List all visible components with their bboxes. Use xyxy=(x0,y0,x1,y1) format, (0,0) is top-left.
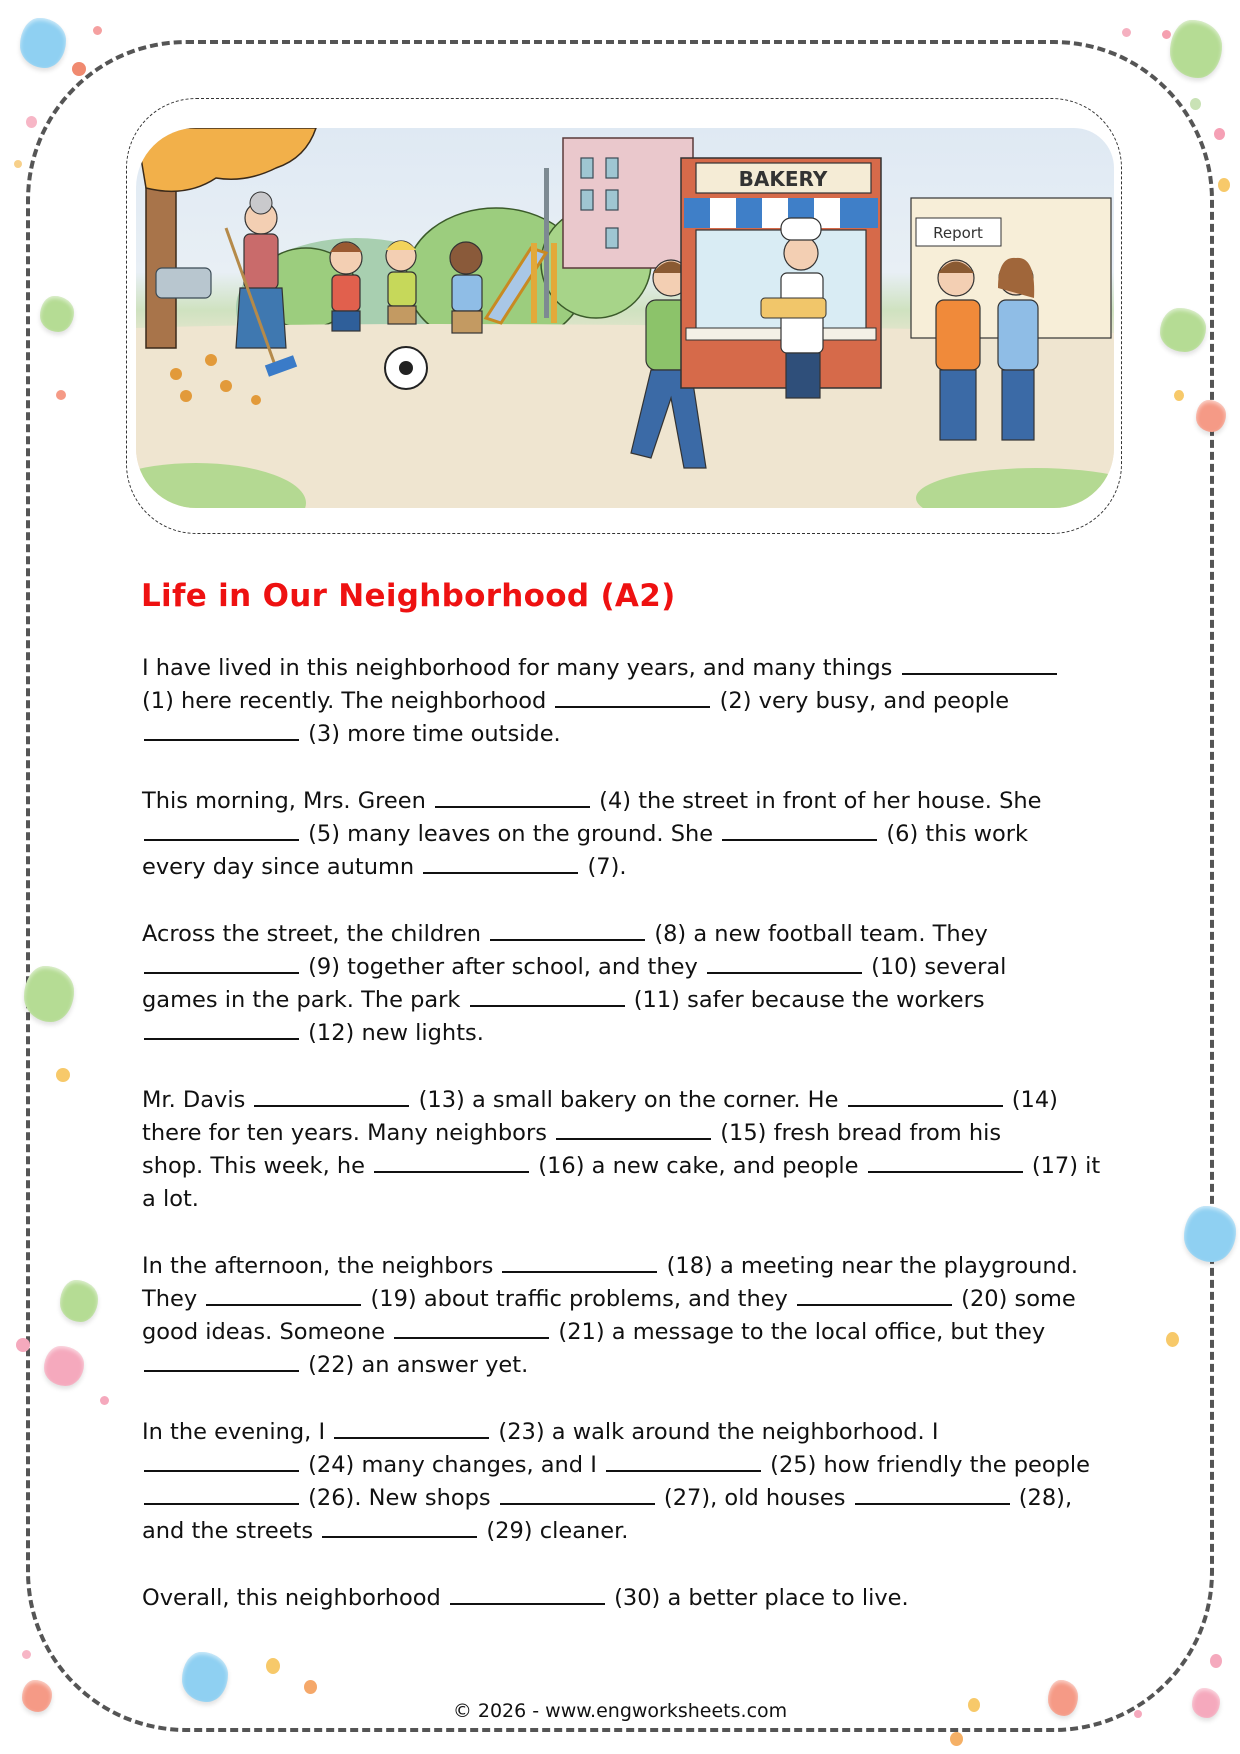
text-segment: This morning, Mrs. Green xyxy=(142,787,434,814)
text-segment: every day since autumn xyxy=(142,854,422,881)
decor-dot xyxy=(1174,390,1184,401)
answer-blank[interactable] xyxy=(334,1417,489,1439)
text-segment: They xyxy=(142,1285,205,1312)
decor-dot xyxy=(93,26,102,35)
bakery-sign: BAKERY xyxy=(738,167,828,191)
paragraph-line xyxy=(142,1449,1102,1482)
text-segment: I have lived in this neighborhood for many years, and many things xyxy=(142,655,900,681)
paragraph xyxy=(142,1416,1102,1549)
paragraph-line xyxy=(142,1416,1102,1449)
paragraph xyxy=(142,785,1102,885)
text-segment: (21) a message to the local office, but they xyxy=(551,1319,1046,1345)
text-segment: (23) a walk around the neighborhood. I xyxy=(491,1418,939,1445)
answer-blank[interactable] xyxy=(144,819,299,841)
text-segment: Across the street, the children xyxy=(142,920,489,947)
text-segment: (22) an answer yet. xyxy=(301,1352,529,1379)
paragraph-line xyxy=(142,951,1102,984)
illustration-scene xyxy=(136,128,1114,508)
text-segment: a lot. xyxy=(142,1186,199,1213)
decor-blob-green xyxy=(40,296,74,332)
answer-blank[interactable] xyxy=(374,1151,529,1173)
answer-blank[interactable] xyxy=(144,1450,299,1472)
answer-blank[interactable] xyxy=(206,1284,361,1306)
text-segment: (30) a better place to live. xyxy=(606,1584,909,1611)
decor-blob-green xyxy=(24,966,74,1022)
text-segment: (4) the street in front of her house. She xyxy=(592,787,1042,814)
answer-blank[interactable] xyxy=(722,819,877,841)
paragraph-line xyxy=(142,1117,1102,1150)
decor-blob-green xyxy=(1170,20,1222,78)
decor-blob-blue xyxy=(182,1652,228,1702)
text-segment: (9) together after school, and they xyxy=(301,953,705,980)
answer-blank[interactable] xyxy=(868,1151,1023,1173)
text-segment: shop. This week, he xyxy=(142,1153,373,1179)
answer-blank[interactable] xyxy=(144,952,299,974)
text-segment: (13) a small bakery on the corner. He xyxy=(411,1086,846,1113)
paragraph-line xyxy=(142,1150,1102,1183)
answer-blank[interactable] xyxy=(470,985,625,1007)
decor-dot xyxy=(14,160,22,168)
decor-dot xyxy=(56,1068,70,1082)
decor-dot xyxy=(304,1680,317,1694)
decor-blob-blue xyxy=(1184,1206,1236,1262)
text-segment: (18) a meeting near the playground. xyxy=(659,1252,1079,1279)
paragraph-line xyxy=(142,1017,1102,1050)
decor-dot xyxy=(950,1732,963,1746)
answer-blank[interactable] xyxy=(322,1516,477,1538)
decor-dot xyxy=(56,390,66,400)
answer-blank[interactable] xyxy=(797,1284,952,1306)
text-segment: In the afternoon, the neighbors xyxy=(142,1252,501,1279)
text-segment: (1) here recently. The neighborhood xyxy=(142,688,554,715)
answer-blank[interactable] xyxy=(707,952,862,974)
paragraph-line xyxy=(142,652,1102,685)
answer-blank[interactable] xyxy=(502,1251,657,1273)
neighborhood-illustration xyxy=(136,128,1114,508)
paragraph xyxy=(142,1250,1102,1383)
paragraph-line xyxy=(142,1183,1102,1216)
answer-blank[interactable] xyxy=(606,1450,761,1472)
decor-dot xyxy=(266,1658,280,1674)
decor-blob-pink xyxy=(44,1346,84,1386)
text-segment: (17) it xyxy=(1024,1153,1101,1179)
text-segment: (12) new lights. xyxy=(301,1020,484,1047)
notice-board-label: Report xyxy=(933,224,983,242)
paragraph xyxy=(142,1084,1102,1217)
answer-blank[interactable] xyxy=(435,786,590,808)
decor-dot xyxy=(16,1338,30,1352)
paragraph-line xyxy=(142,1283,1102,1316)
text-segment: (29) cleaner. xyxy=(479,1518,629,1545)
paragraph-line xyxy=(142,1515,1102,1548)
decor-dot xyxy=(1166,1332,1179,1347)
answer-blank[interactable] xyxy=(902,653,1057,675)
text-segment: (27), old houses xyxy=(656,1485,853,1511)
paragraph-line xyxy=(142,1250,1102,1283)
answer-blank[interactable] xyxy=(144,1350,299,1372)
footer-copyright: © 2026 - www.engworksheets.com xyxy=(452,1700,788,1722)
answer-blank[interactable] xyxy=(144,719,299,741)
text-segment: (19) about traffic problems, and they xyxy=(363,1285,796,1312)
text-segment: (20) some xyxy=(954,1285,1076,1312)
text-segment: (25) how friendly the people xyxy=(763,1451,1090,1478)
paragraph-line xyxy=(142,1316,1102,1349)
answer-blank[interactable] xyxy=(555,686,710,708)
paragraph-line xyxy=(142,918,1102,951)
paragraph-line xyxy=(142,1084,1102,1117)
paragraph-line xyxy=(142,785,1102,818)
answer-blank[interactable] xyxy=(144,1018,299,1040)
worksheet-title: Life in Our Neighborhood (A2) xyxy=(141,578,676,614)
text-segment: (5) many leaves on the ground. She xyxy=(301,821,721,847)
paragraph-line xyxy=(142,1349,1102,1382)
decor-dot xyxy=(26,116,37,128)
paragraph-line xyxy=(142,851,1102,884)
decor-dot xyxy=(22,1650,31,1659)
text-segment: (2) very busy, and people xyxy=(712,688,1010,715)
decor-dot xyxy=(1190,98,1201,110)
text-segment: good ideas. Someone xyxy=(142,1319,393,1345)
decor-blob-blue xyxy=(20,18,66,68)
decor-dot xyxy=(1162,30,1171,39)
paragraph-line xyxy=(142,1582,1102,1615)
decor-blob-coral xyxy=(1196,400,1226,432)
answer-blank[interactable] xyxy=(848,1085,1003,1107)
paragraph xyxy=(142,918,1102,1051)
text-segment: (3) more time outside. xyxy=(301,721,561,748)
answer-blank[interactable] xyxy=(394,1317,549,1339)
paragraph xyxy=(142,652,1102,752)
decor-dot xyxy=(1122,28,1131,37)
worksheet-body xyxy=(142,652,1102,1648)
text-segment: Overall, this neighborhood xyxy=(142,1584,448,1611)
decor-dot xyxy=(100,1396,109,1405)
answer-blank[interactable] xyxy=(556,1118,711,1140)
text-segment: (15) fresh bread from his xyxy=(713,1119,1002,1146)
answer-blank[interactable] xyxy=(500,1483,655,1505)
text-segment: (11) safer because the workers xyxy=(626,987,985,1013)
text-segment: (24) many changes, and I xyxy=(301,1451,605,1478)
paragraph-line xyxy=(142,718,1102,751)
decor-dot xyxy=(1218,178,1230,192)
paragraph-line xyxy=(142,685,1102,718)
answer-blank[interactable] xyxy=(254,1085,409,1107)
text-segment: (6) this work xyxy=(879,821,1029,847)
text-segment: (10) several xyxy=(863,953,1007,980)
answer-blank[interactable] xyxy=(423,852,578,874)
paragraph xyxy=(142,1582,1102,1615)
decor-dot xyxy=(1214,128,1225,140)
text-segment: and the streets xyxy=(142,1518,321,1545)
decor-dot xyxy=(72,62,86,76)
text-segment: (7). xyxy=(580,854,627,881)
text-segment: (16) a new cake, and people xyxy=(531,1153,866,1179)
text-segment: (26). New shops xyxy=(301,1485,498,1511)
answer-blank[interactable] xyxy=(450,1583,605,1605)
answer-blank[interactable] xyxy=(855,1483,1010,1505)
answer-blank[interactable] xyxy=(490,919,645,941)
text-segment: (8) a new football team. They xyxy=(647,920,988,947)
decor-dot xyxy=(1210,1654,1222,1668)
decor-blob-green xyxy=(60,1280,98,1322)
text-segment: Mr. Davis xyxy=(142,1086,253,1113)
paragraph-line xyxy=(142,984,1102,1017)
paragraph-line xyxy=(142,1482,1102,1515)
decor-blob-green xyxy=(1160,308,1206,352)
paragraph-line xyxy=(142,818,1102,851)
text-segment: (28), xyxy=(1011,1485,1073,1511)
text-segment: games in the park. The park xyxy=(142,987,468,1013)
answer-blank[interactable] xyxy=(144,1483,299,1505)
text-segment: there for ten years. Many neighbors xyxy=(142,1119,555,1146)
text-segment: In the evening, I xyxy=(142,1418,333,1445)
text-segment: (14) xyxy=(1004,1086,1058,1113)
